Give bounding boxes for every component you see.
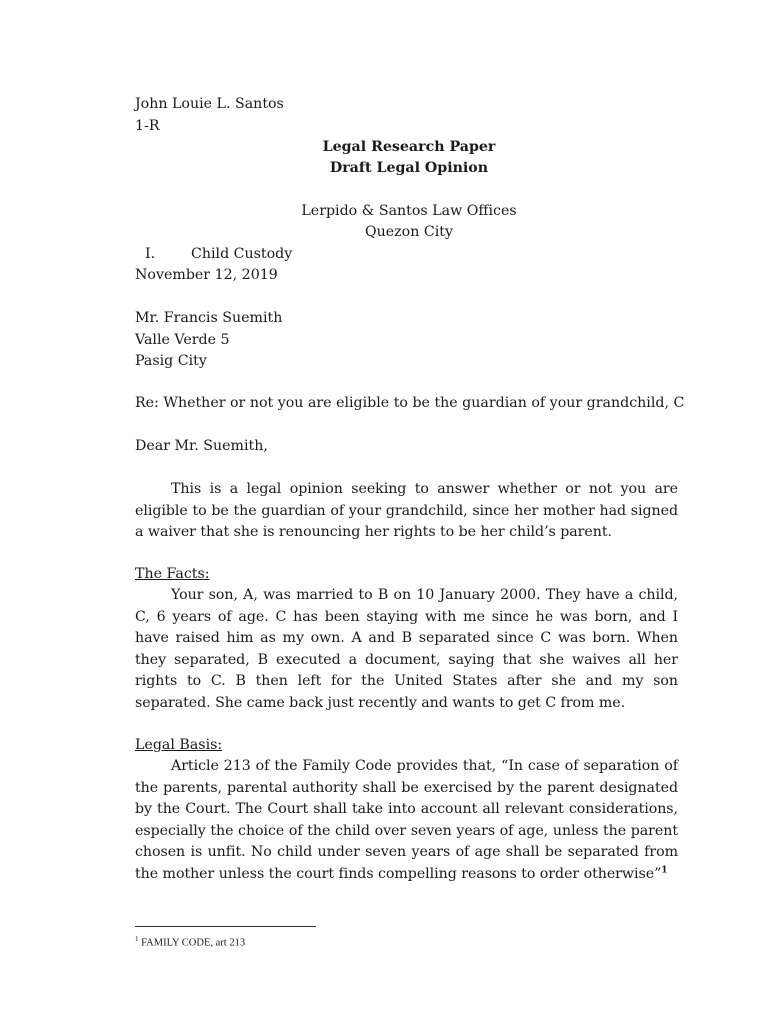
- section-label: 1-R: [135, 118, 160, 134]
- recipient-address-line2: Pasig City: [135, 353, 207, 369]
- intro-paragraph: This is a legal opinion seeking to answer whether or not you are eligible to be the guardian of your grandchild, since her mother had signed a waiver that she is renouncing her rights to be her child’s parent.: [135, 481, 678, 540]
- re-line: Re: Whether or not you are eligible to be the guardian of your grandchild, C: [135, 395, 685, 411]
- recipient-name: Mr. Francis Suemith: [135, 310, 283, 326]
- footnote-divider: [135, 926, 316, 927]
- topic-numeral: I.: [145, 246, 156, 262]
- letter-date: November 12, 2019: [135, 267, 278, 283]
- footnote-text: FAMILY CODE, art 213: [138, 937, 246, 949]
- legal-basis-paragraph: [135, 756, 678, 885]
- firm-city: Quezon City: [365, 224, 453, 240]
- topic-label: Child Custody: [191, 246, 293, 262]
- recipient-address-line1: Valle Verde 5: [135, 332, 230, 348]
- legal-basis-heading: Legal Basis:: [135, 737, 223, 753]
- facts-heading: The Facts:: [135, 566, 210, 582]
- salutation: Dear Mr. Suemith,: [135, 438, 268, 454]
- facts-paragraph: Your son, A, was married to B on 10 January 2000. They have a child, C, 6 years of age. C has been staying with me since he was born, and I have raised him as my own. A and B separated since C was born. When they separated, B executed a document, saying that she waives all her rights to C. B then left for the United States after she and my son separated. She came back just recently and wants to get C from me.: [135, 587, 678, 711]
- paper-subtitle: Draft Legal Opinion: [329, 160, 489, 176]
- footnote: [135, 933, 245, 950]
- footnote-marker: 1: [135, 935, 139, 943]
- topic-heading: [145, 244, 292, 266]
- firm-name: Lerpido & Santos Law Offices: [301, 203, 517, 219]
- footnote-reference[interactable]: 1: [661, 864, 668, 875]
- paper-title: Legal Research Paper: [322, 139, 496, 155]
- author-name: John Louie L. Santos: [135, 96, 284, 112]
- legal-basis-text: Article 213 of the Family Code provides that, “In case of separation of the parents, parental authority shall be exercised by the parent designated by the Court. The Court shall take into account all relevant considerations, especially the choice of the child over seven years of age, unless the parent chosen is unfit. No child under seven years of age shall be separated from the mother unless the court finds compelling reasons to order otherwise”: [135, 758, 678, 882]
